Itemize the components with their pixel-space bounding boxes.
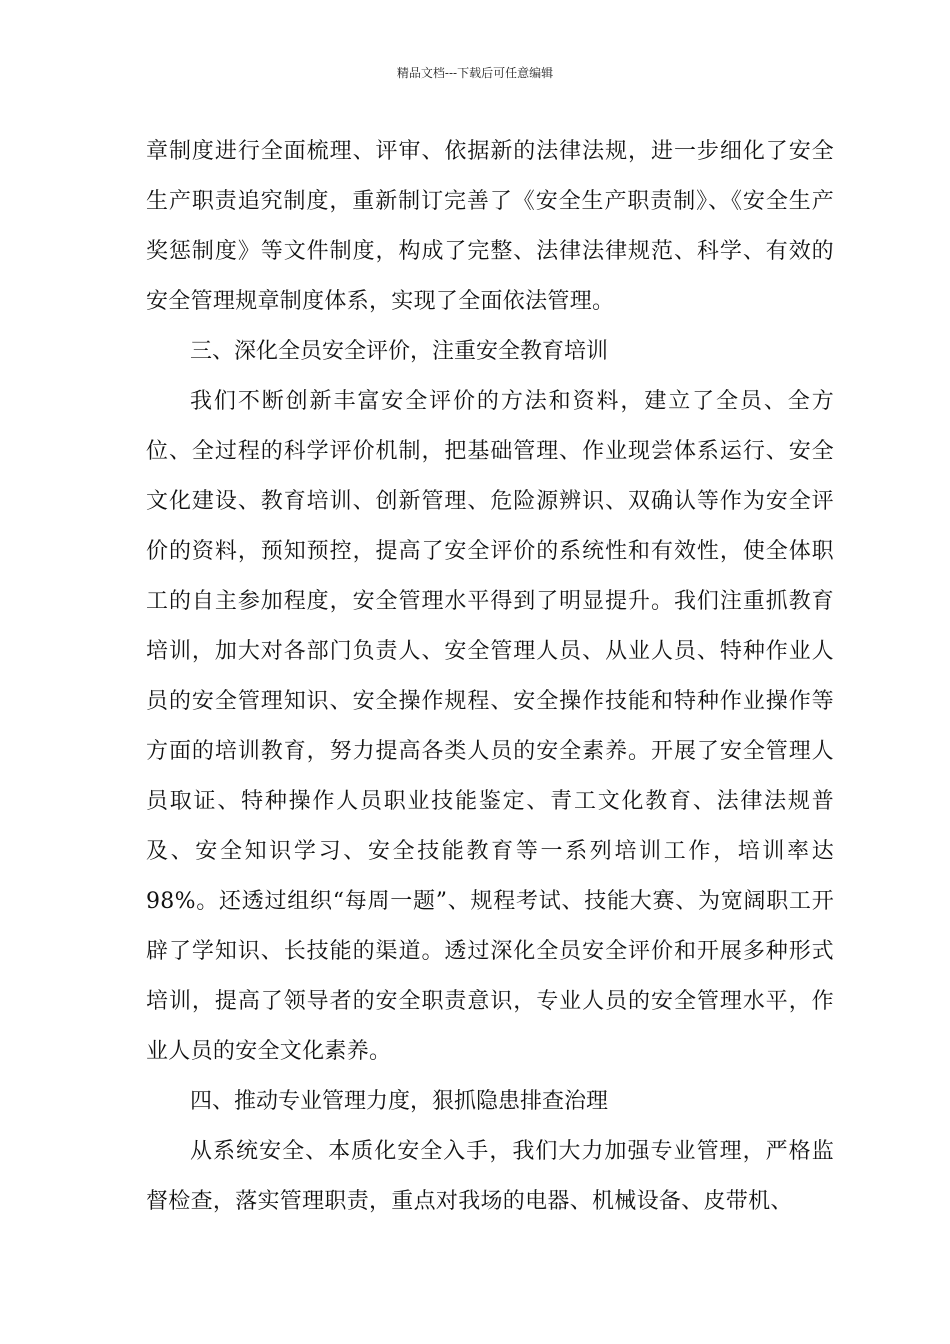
document-body: [146, 127, 834, 1227]
paragraph-professional-management: 从系统安全、本质化安全入手，我们大力加强专业管理，严格监督检查，落实管理职责，重点对我场的电器、机械设备、皮带机、: [146, 1139, 834, 1214]
section-heading-3: 三、深化全员安全评价，注重安全教育培训: [190, 339, 609, 364]
page-header: 精品文档---下载后可任意编辑: [396, 66, 554, 80]
paragraph-regulations: 章制度进行全面梳理、评审、依据新的法律法规，进一步细化了安全生产职责追究制度，重新制订完善了《安全生产职责制》、《安全生产奖惩制度》等文件制度，构成了完整、法律法律规范、科学、有效的安全管理规章制度体系，实现了全面依法管理。: [146, 139, 834, 314]
section-heading-4: 四、推动专业管理力度，狠抓隐患排查治理: [190, 1089, 609, 1114]
paragraph-safety-evaluation: 我们不断创新丰富安全评价的方法和资料，建立了全员、全方位、全过程的科学评价机制，把基础管理、作业现尝体系运行、安全文化建设、教育培训、创新管理、危险源辨识、双确认等作为安全评价的资料，预知预控，提高了安全评价的系统性和有效性，使全体职工的自主参加程度，安全管理水平得到了明显提升。我们注重抓教育培训，加大对各部门负责人、安全管理人员、从业人员、特种作业人员的安全管理知识、安全操作规程、安全操作技能和特种作业操作等方面的培训教育，努力提高各类人员的安全素养。开展了安全管理人员取证、特种操作人员职业技能鉴定、青工文化教育、法律法规普及、安全知识学习、安全技能教育等一系列培训工作，培训率达98%。还透过组织“每周一题”、规程考试、技能大赛、为宽阔职工开辟了学知识、长技能的渠道。透过深化全员安全评价和开展多种形式培训，提高了领导者的安全职责意识，专业人员的安全管理水平，作业人员的安全文化素养。: [146, 389, 834, 1064]
